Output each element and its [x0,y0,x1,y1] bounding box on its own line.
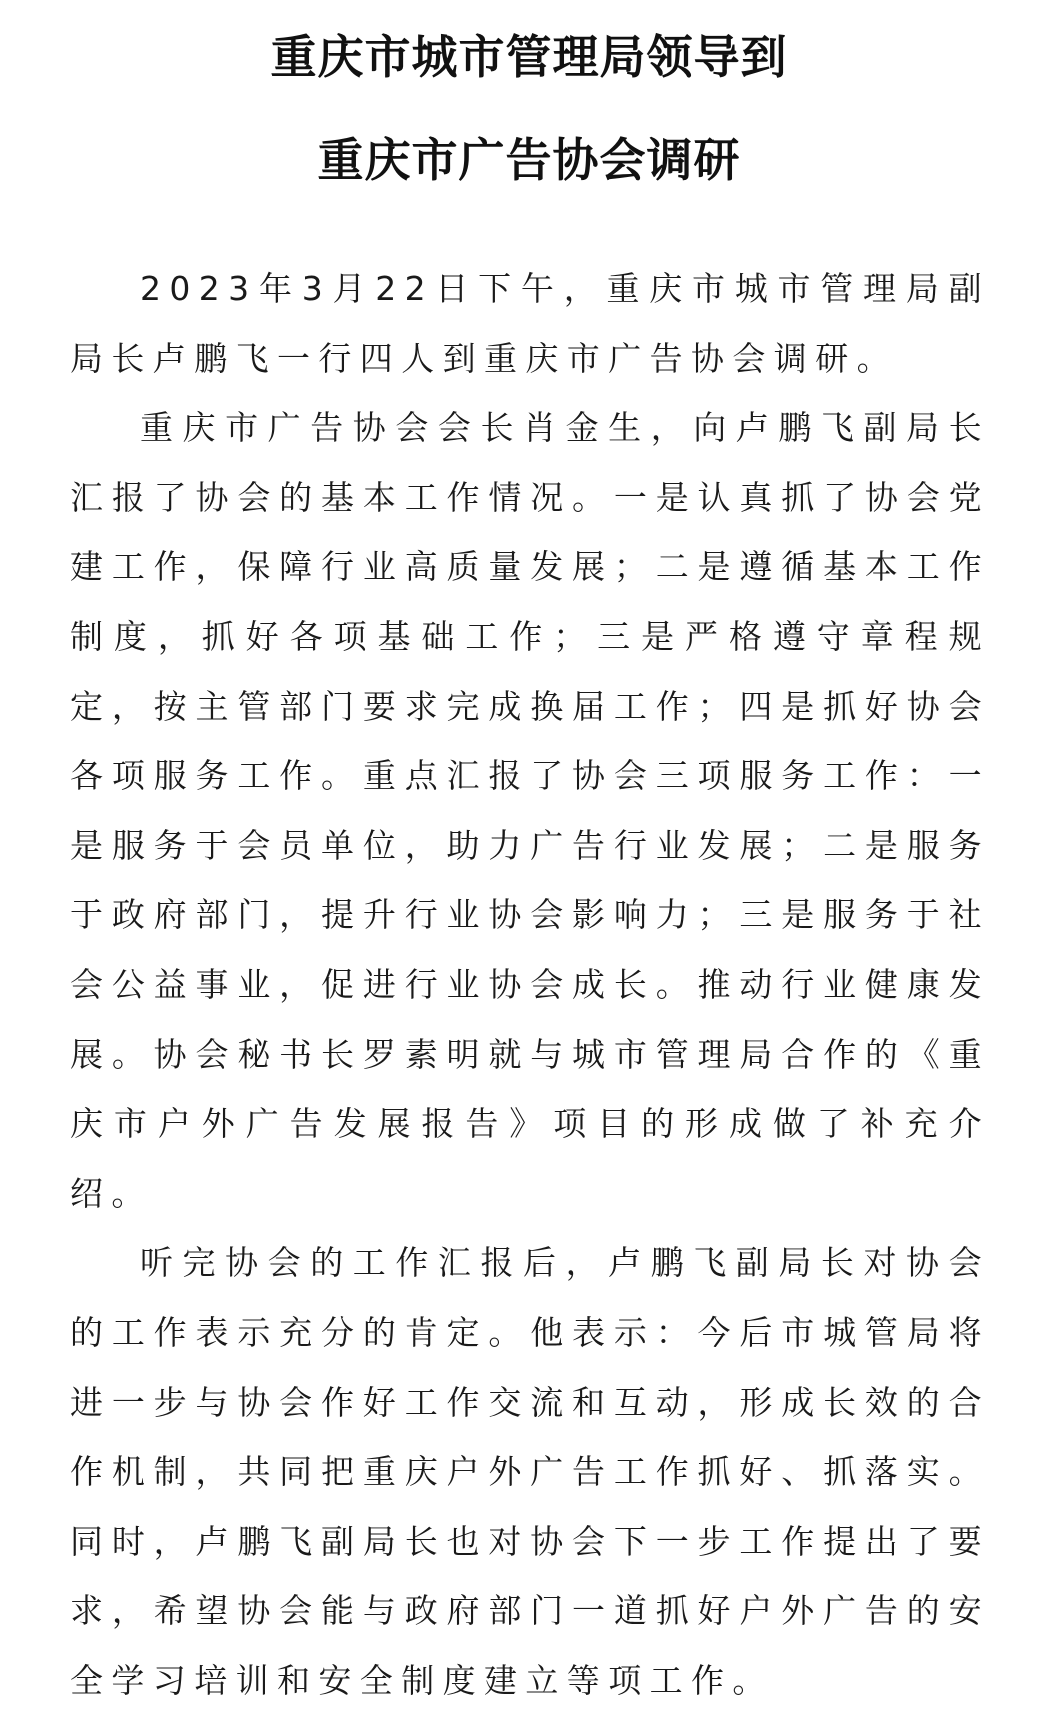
paragraph-1: 2023年3月22日下午，重庆市城市管理局副局长卢鹏飞一行四人到重庆市广告协会调研。 [70,269,990,378]
paragraph-2: 重庆市广告协会会长肖金生，向卢鹏飞副局长汇报了协会的基本工作情况。一是认真抓了协会党建工作，保障行业高质量发展；二是遵循基本工作制度，抓好各项基础工作；三是严格遵守章程规定，按主管部门要求完成换届工作；四是抓好协会各项服务工作。重点汇报了协会三项服务工作：一是服务于会员单位，助力广告行业发展；二是服务于政府部门，提升行业协会影响力；三是服务于社会公益事业，促进行业协会成长。推动行业健康发展。协会秘书长罗素明就与城市管理局合作的《重庆市户外广告发展报告》项目的形成做了补充介绍。 [70,408,990,1213]
document-title-line-1: 重庆市城市管理局领导到 [270,30,788,84]
paragraph-3: 听完协会的工作汇报后，卢鹏飞副局长对协会的工作表示充分的肯定。他表示：今后市城管局将进一步与协会作好工作交流和互动，形成长效的合作机制，共同把重庆户外广告工作抓好、抓落实。同时，卢鹏飞副局长也对协会下一步工作提出了要求，希望协会能与政府部门一道抓好户外广告的安全学习培训和安全制度建立等项工作。 [70,1243,990,1700]
document-title-line-2: 重庆市广告协会调研 [317,133,741,187]
